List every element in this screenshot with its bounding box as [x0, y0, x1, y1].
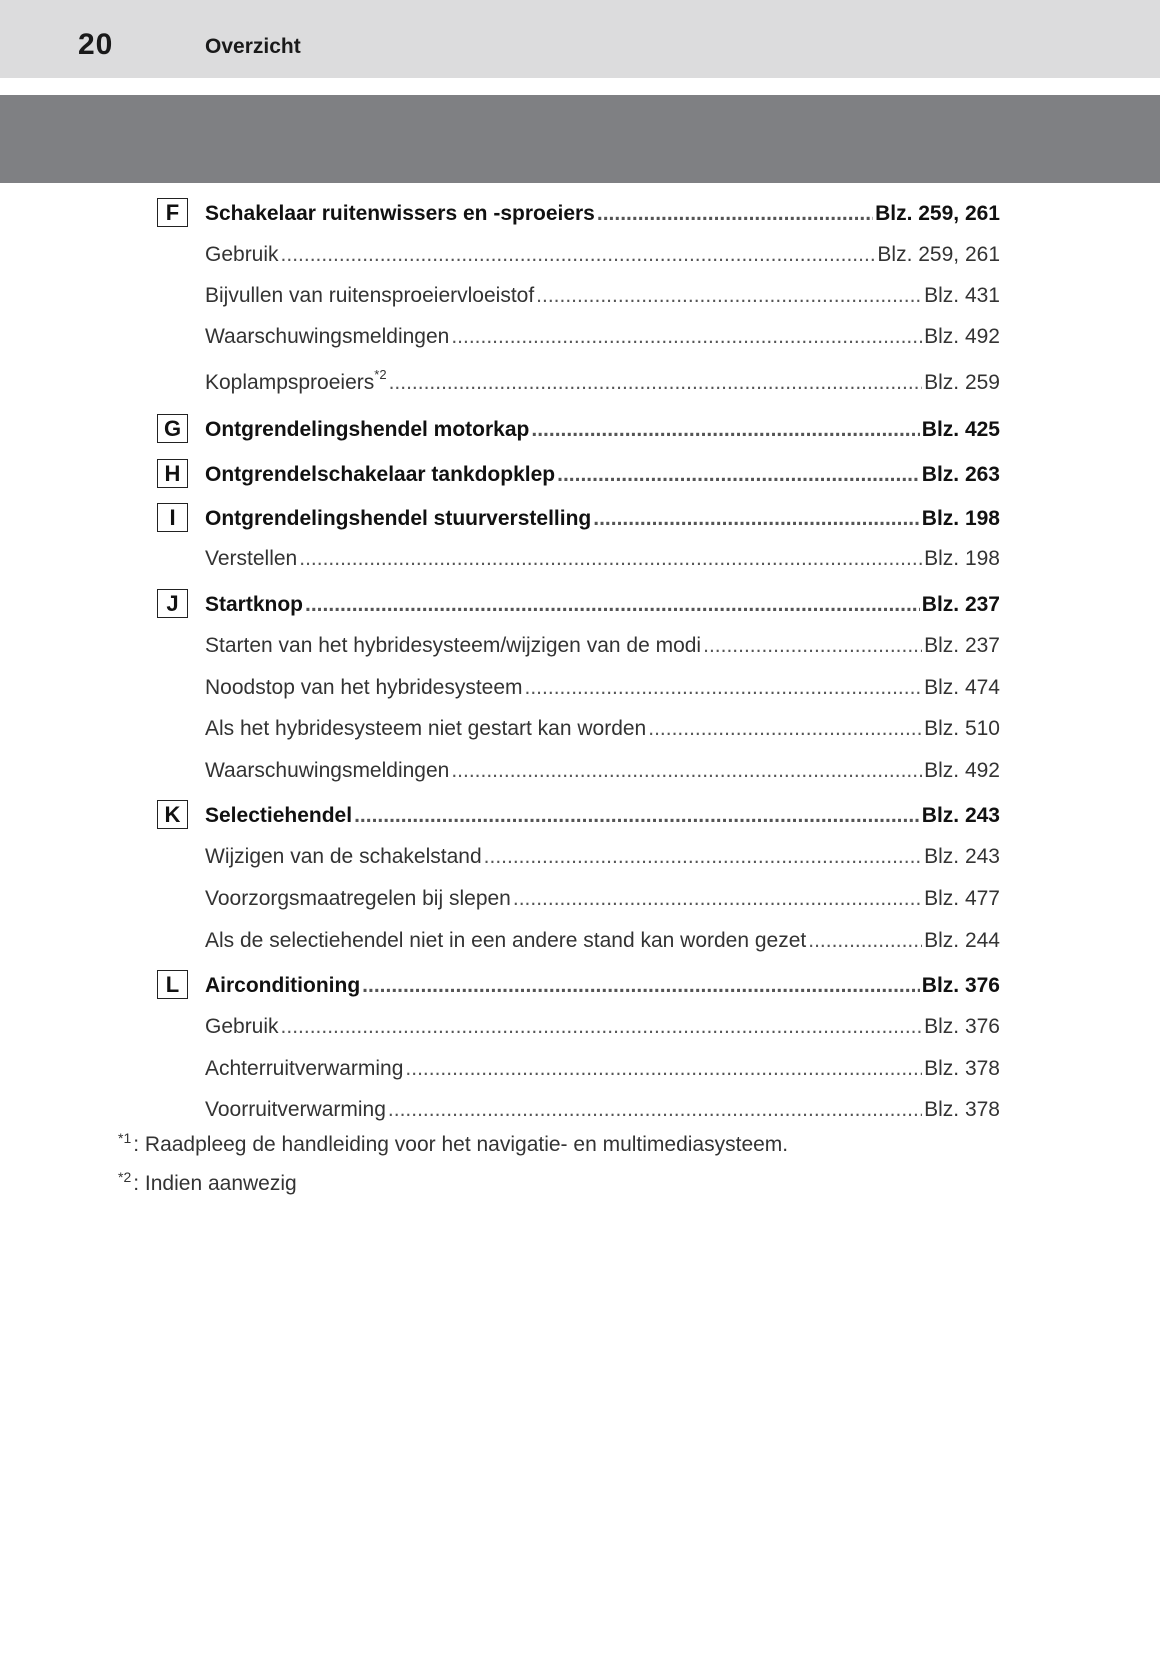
dot-leader [557, 459, 920, 491]
entry-label [205, 367, 387, 399]
index-entry [205, 1053, 1000, 1085]
index-entry [205, 239, 1000, 271]
footnote-text: : Indien aanwezig [133, 1172, 297, 1195]
header-edge [1160, 0, 1166, 78]
entry-label: Ontgrendelingshendel stuurverstelling [205, 507, 592, 530]
entry-label: Starten van het hybridesysteem/wijzigen van de modi [205, 634, 702, 657]
footnote-text: : Raadpleeg de handleiding voor het navigatie- en multimediasysteem. [133, 1133, 789, 1156]
dot-leader [405, 1053, 922, 1085]
dot-leader [305, 589, 920, 621]
dot-leader [513, 883, 922, 915]
index-entry-main [205, 459, 1000, 491]
entry-label: Ontgrendelschakelaar tankdopklep [205, 463, 556, 486]
entry-label: Selectiehendel [205, 804, 353, 827]
dot-leader [525, 672, 923, 704]
entry-label: Waarschuwingsmeldingen [205, 325, 450, 348]
footnote [118, 1169, 297, 1196]
entry-page: Blz. 198 [924, 547, 1000, 570]
section-letter-box: J [157, 589, 188, 618]
footnote-mark: *1 [118, 1130, 132, 1146]
entry-page: Blz. 492 [924, 759, 1000, 782]
dot-leader [536, 280, 922, 312]
entry-page: Blz. 237 [921, 593, 1000, 616]
index-entry-main [205, 800, 1000, 832]
index-entry [205, 925, 1000, 957]
page-header [0, 0, 1166, 78]
index-entry [205, 1094, 1000, 1126]
section-title: Overzicht [205, 35, 301, 58]
entry-label: Gebruik [205, 243, 279, 266]
index-entry [205, 367, 1000, 399]
dot-leader [484, 841, 922, 873]
section-letter-box: F [157, 198, 188, 227]
index-entry-main [205, 414, 1000, 446]
section-letter-box: I [157, 503, 188, 532]
footnote [118, 1130, 789, 1157]
entry-page: Blz. 376 [924, 1015, 1000, 1038]
entry-page: Blz. 259 [924, 371, 1000, 394]
dot-leader [808, 925, 922, 957]
entry-label: Noodstop van het hybridesysteem [205, 676, 523, 699]
entry-page: Blz. 510 [924, 717, 1000, 740]
entry-label: Waarschuwingsmeldingen [205, 759, 450, 782]
index-entry [205, 755, 1000, 787]
entry-page: Blz. 376 [921, 974, 1000, 997]
dot-leader [451, 755, 922, 787]
dot-leader [648, 713, 922, 745]
index-entry [205, 672, 1000, 704]
page-number: 20 [78, 28, 114, 61]
entry-page: Blz. 492 [924, 325, 1000, 348]
index-entry-main [205, 198, 1000, 230]
entry-label: Als de selectiehendel niet in een andere stand kan worden gezet [205, 929, 807, 952]
index-entry [205, 883, 1000, 915]
index-entry [205, 280, 1000, 312]
entry-page: Blz. 431 [924, 284, 1000, 307]
entry-label: Startknop [205, 593, 304, 616]
entry-page: Blz. 378 [924, 1098, 1000, 1121]
entry-page: Blz. 244 [924, 929, 1000, 952]
dot-leader [354, 800, 920, 832]
entry-label: Voorzorgsmaatregelen bij slepen [205, 887, 511, 910]
dot-leader [299, 543, 922, 575]
entry-label: Als het hybridesysteem niet gestart kan worden [205, 717, 647, 740]
index-entry-main [205, 503, 1000, 535]
section-letter-box: L [157, 970, 188, 999]
entry-page: Blz. 259, 261 [877, 243, 1000, 266]
dot-leader [593, 503, 920, 535]
entry-label: Voorruitverwarming [205, 1098, 386, 1121]
section-letter-box: H [157, 459, 188, 488]
section-letter-box: K [157, 800, 188, 829]
entry-label-text: Koplampsproeiers [205, 371, 375, 394]
footnote-ref: *2 [374, 367, 387, 382]
dot-leader [597, 198, 873, 230]
entry-label: Airconditioning [205, 974, 361, 997]
index-entry [205, 321, 1000, 353]
entry-page: Blz. 474 [924, 676, 1000, 699]
entry-page: Blz. 259, 261 [875, 202, 1000, 225]
section-letter-box: G [157, 414, 188, 443]
entry-page: Blz. 378 [924, 1057, 1000, 1080]
entry-page: Blz. 477 [924, 887, 1000, 910]
entry-page: Blz. 263 [921, 463, 1000, 486]
entry-page: Blz. 237 [924, 634, 1000, 657]
dot-leader [703, 630, 922, 662]
dot-leader [451, 321, 922, 353]
header-band [0, 95, 1160, 183]
entry-page: Blz. 243 [921, 804, 1000, 827]
footnote-mark: *2 [118, 1169, 132, 1185]
index-entry-main [205, 589, 1000, 621]
dot-leader [531, 414, 919, 446]
index-entry [205, 841, 1000, 873]
entry-label: Schakelaar ruitenwissers en -sproeiers [205, 202, 595, 225]
entry-page: Blz. 198 [921, 507, 1000, 530]
index-entry [205, 1011, 1000, 1043]
index-entry-main [205, 970, 1000, 1002]
dot-leader [281, 239, 876, 271]
dot-leader [388, 1094, 922, 1126]
entry-label: Bijvullen van ruitensproeiervloeistof [205, 284, 535, 307]
dot-leader [389, 367, 923, 399]
entry-label: Wijzigen van de schakelstand [205, 845, 482, 868]
entry-label: Verstellen [205, 547, 298, 570]
index-entry [205, 543, 1000, 575]
index-entry [205, 630, 1000, 662]
entry-label: Achterruitverwarming [205, 1057, 404, 1080]
index-entry [205, 713, 1000, 745]
dot-leader [281, 1011, 923, 1043]
entry-page: Blz. 243 [924, 845, 1000, 868]
dot-leader [362, 970, 920, 1002]
entry-page: Blz. 425 [921, 418, 1000, 441]
entry-label: Ontgrendelingshendel motorkap [205, 418, 530, 441]
entry-label: Gebruik [205, 1015, 279, 1038]
